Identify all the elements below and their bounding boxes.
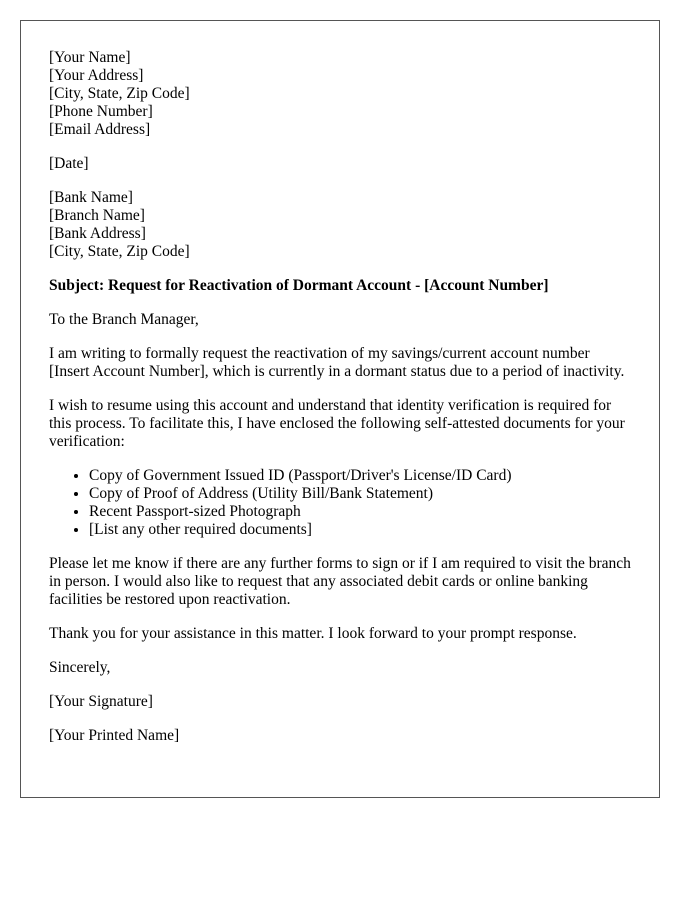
recipient-block [49, 189, 631, 261]
sender-email: [Email Address] [49, 121, 151, 138]
sign-off: Sincerely, [49, 659, 111, 676]
letter-page [20, 20, 660, 798]
date-block [49, 155, 631, 173]
body-paragraph: I wish to resume using this account and understand that identity verification is required for this process. To facilitate this, I have enclosed the following self-attested documents for your verification: [49, 397, 625, 450]
recipient-address: [Bank Address] [49, 225, 146, 242]
document-list [49, 467, 631, 539]
signature-line: [Your Signature] [49, 693, 153, 710]
closing-paragraph: Please let me know if there are any further forms to sign or if I am required to visit the branch in person. I would also like to request that any associated debit cards or online banking facilities be restored upon reactivation. [49, 555, 631, 608]
list-item: • Copy of Government Issued ID (Passport/Driver's License/ID Card) [89, 467, 631, 485]
sender-phone: [Phone Number] [49, 103, 153, 120]
recipient-bank: [Bank Name] [49, 189, 133, 206]
subject-line: Subject: Request for Reactivation of Dormant Account - [Account Number] [49, 277, 549, 294]
recipient-branch: [Branch Name] [49, 207, 145, 224]
list-item: • Recent Passport-sized Photograph [89, 503, 631, 521]
sender-city: [City, State, Zip Code] [49, 85, 190, 102]
closing-paragraph: Thank you for your assistance in this matter. I look forward to your prompt response. [49, 625, 577, 642]
letter-date: [Date] [49, 155, 89, 172]
sender-address: [Your Address] [49, 67, 144, 84]
sender-name: [Your Name] [49, 49, 131, 66]
sender-block [49, 49, 631, 139]
printed-name: [Your Printed Name] [49, 727, 180, 744]
body-paragraph: I am writing to formally request the reactivation of my savings/current account number [Insert Account Number], which is currently in a dormant status due to a period of inactivity. [49, 345, 625, 380]
recipient-city: [City, State, Zip Code] [49, 243, 190, 260]
list-item: • [List any other required documents] [89, 521, 631, 539]
list-item: • Copy of Proof of Address (Utility Bill/Bank Statement) [89, 485, 631, 503]
salutation: To the Branch Manager, [49, 311, 199, 328]
